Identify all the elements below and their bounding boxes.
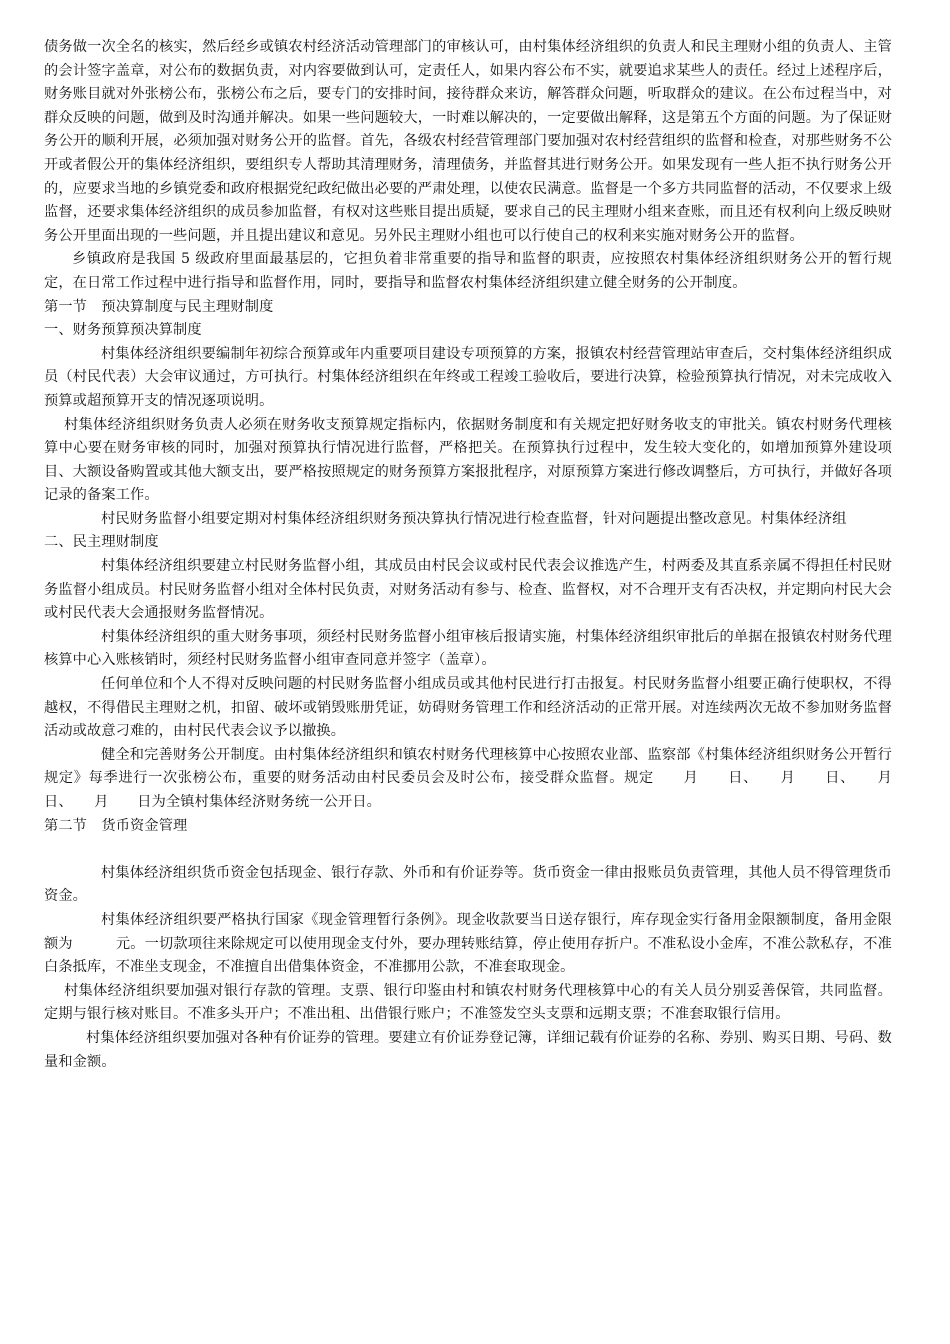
paragraph-currency-funds: 村集体经济组织货币资金包括现金、银行存款、外币和有价证券等。货币资金一律由报账员负责管理，其他人员不得管理货币资金。: [44, 864, 892, 905]
paragraph-budget-approval: 村集体经济组织财务负责人必须在财务收支预算规定指标内，依据财务制度和有关规定把好财务收支的审批关。镇农村财务代理核算中心要在财务审核的同时，加强对预算执行情况进行监督，严格把关。在预算执行过程中，发生较大变化的，如增加预算外建设项目、大额设备购置或其他大额支出，要严格按照规定的财务预算方案报批程序，对原预算方案进行修改调整后，方可执行，并做好各项记录的备案工作。: [44, 416, 892, 504]
paragraph-securities: 村集体经济组织要加强对各种有价证券的管理。要建立有价证券登记簿，详细记载有价证券的名称、券别、购买日期、号码、数量和金额。: [44, 1029, 892, 1070]
blank-line: [44, 838, 892, 862]
subheading-democratic-finance: 二、民主理财制度: [44, 534, 159, 551]
subheading-budget-system: 一、财务预算预决算制度: [44, 322, 202, 339]
paragraph-township-government: 乡镇政府是我国 5 级政府里面最基层的，它担负着非常重要的指导和监督的职责，应按照农村集体经济组织财务公开的暂行规定，在日常工作过程中进行指导和监督作用，同时，要指导和监督农村集体经济组织建立健全财务的公开制度。: [44, 251, 892, 291]
paragraph-budget-preparation: 村集体经济组织要编制年初综合预算或年内重要项目建设专项预算的方案，报镇农村经营管理站审查后，交村集体经济组织成员（村民代表）大会审议通过，方可执行。村集体经济组织在年终或工程竣工验收后，要进行决算，检验预算执行情况，对未完成收入预算或超预算开支的情况逐项说明。: [44, 345, 892, 409]
section-heading-currency: 第二节 货币资金管理: [44, 817, 188, 834]
paragraph-financial-disclosure: 债务做一次全名的核实，然后经乡或镇农村经济活动管理部门的审核认可，由村集体经济组织的负责人和民主理财小组的负责人、主管的会计签字盖章，对公布的数据负责，对内容要做到认可，定责任人，如果内容公布不实，就要追求某些人的责任。经过上述程序后，财务账目就对外张榜公布，张榜公布之后，要专门的安排时间，接待群众来访，解答群众问题，听取群众的建议。在公布过程当中，对群众反映的问题，做到及时沟通并解决。如果一些问题较大，一时难以解决的，一定要做出解释，这是第五个方面的问题。为了保证财务公开的顺利开展，必须加强对财务公开的监督。首先，各级农村经营管理部门要加强对农村经营组织的监督和检查，对那些财务不公开或者假公开的集体经济组织，要组织专人帮助其清理财务，清理债务，并监督其进行财务公开。如果发现有一些人拒不执行财务公开的，应要求当地的乡镇党委和政府根据党纪政纪做出必要的严肃处理，以使农民满意。监督是一个多方共同监督的活动，不仅要求上级监督，还要求集体经济组织的成员参加监督，有权对这些账目提出质疑，要求自己的民主理财小组来查账，而且还有权利向上级反映财务公开里面出现的一些问题，并且提出建议和意见。另外民主理财小组也可以行使自己的权利来实施对财务公开的监督。: [44, 39, 892, 244]
paragraph-bank-deposits: 村集体经济组织要加强对银行存款的管理。支票、银行印鉴由村和镇农村财务代理核算中心的有关人员分别妥善保管，共同监督。定期与银行核对账目。不准多头开户；不准出租、出借银行账户；不准签发空头支票和远期支票；不准套取银行信用。: [44, 982, 892, 1023]
paragraph-disclosure-system: 健全和完善财务公开制度。由村集体经济组织和镇农村财务代理核算中心按照农业部、监察部《村集体经济组织财务公开暂行规定》每季进行一次张榜公布，重要的财务活动由村民委员会及时公布，接受群众监督。规定 月 日、 月 日、 月 日、 月 日为全镇村集体经济财务统一公开日。: [44, 746, 921, 810]
paragraph-major-matters: 村集体经济组织的重大财务事项，须经村民财务监督小组审核后报请实施，村集体经济组织审批后的单据在报镇农村财务代理核算中心入账核销时，须经村民财务监督小组审查同意并签字（盖章）。: [44, 628, 892, 669]
paragraph-supervision-group: 村民财务监督小组要定期对村集体经济组织财务预决算执行情况进行检查监督，针对问题提出整改意见。村集体经济组: [101, 510, 847, 527]
section-heading-budget: 第一节 预决算制度与民主理财制度: [44, 298, 274, 315]
paragraph-cash-management: 村集体经济组织要严格执行国家《现金管理暂行条例》。现金收款要当日送存银行，库存现金实行备用金限额制度，备用金限额为 元。一切款项往来除规定可以使用现金支付外，要办理转账结算，停止使用存折户。不准私设小金库，不准公款私存，不准白条抵库，不准坐支现金，不准擅自出借集体资金，不准挪用公款，不准套取现金。: [44, 911, 892, 976]
paragraph-supervision-team: 村集体经济组织要建立村民财务监督小组，其成员由村民会议或村民代表会议推选产生，村两委及其直系亲属不得担任村民财务监督小组成员。村民财务监督小组对全体村民负责，对财务活动有参与、检查、监督权，对不合理开支有否决权，并定期向村民大会或村民代表大会通报财务监督情况。: [44, 558, 892, 622]
paragraph-no-retaliation: 任何单位和个人不得对反映问题的村民财务监督小组成员或其他村民进行打击报复。村民财务监督小组要正确行使职权，不得越权，不得借民主理财之机，扣留、破坏或销毁账册凭证，妨碍财务管理工作和经济活动的正常开展。对连续两次无故不参加财务监督活动或故意刁难的，由村民代表会议予以撤换。: [44, 676, 892, 740]
document-page: [44, 36, 921, 1074]
